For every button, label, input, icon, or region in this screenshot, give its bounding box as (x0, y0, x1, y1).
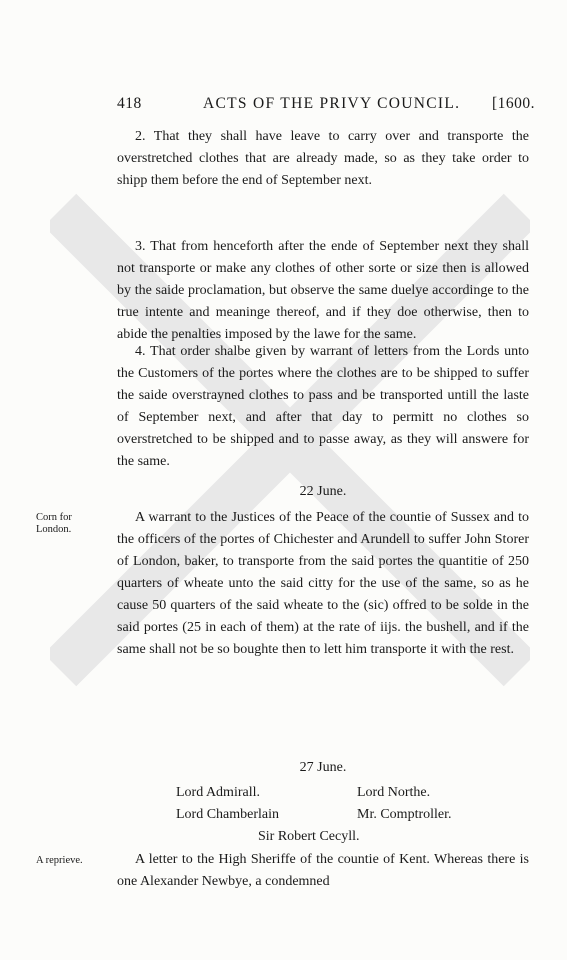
paragraph-2 (117, 126, 529, 192)
margin-note-line: Corn for (36, 512, 72, 523)
margin-note-reprieve: A reprieve. (36, 855, 83, 866)
paragraph-3 (117, 236, 529, 346)
margin-note-line: London. (36, 524, 72, 535)
page-number: 418 (117, 95, 142, 112)
paragraph-text: 2. That they shall have leave to carry over and transporte the overstretched clothes that are already made, so as they take order to shipp them before the end of September next. (117, 129, 529, 188)
attendee: Lord Northe. (357, 785, 431, 800)
paragraph-letter (117, 849, 529, 893)
running-year: [1600. (491, 95, 535, 112)
attendee: Sir Robert Cecyll. (258, 829, 360, 844)
paragraph-4 (117, 341, 529, 473)
running-title: ACTS OF THE PRIVY COUNCIL. (203, 95, 461, 112)
meeting-date: 27 June. (299, 760, 347, 775)
running-header (117, 95, 535, 115)
paragraph-text: 4. That order shalbe given by warrant of letters from the Lords unto the Customers of the portes where the clothes are to be shipped to suffer the saide overstrayned clothes to pass and be transported untill the laste of September next, and after that day to permitt no clothes so overstretched to be shipped and to passe away, as they will answere for the same. (117, 344, 529, 469)
paragraph-text: 3. That from henceforth after the ende of September next they shall not transporte or make any clothes of other sorte or size then is allowed by the saide proclamation, but observe the same duelye accordinge to the true intente and meaninge thereof, and if they doe otherwise, then to abide the penalties imposed by the lawe for the same. (117, 239, 529, 342)
margin-note-corn (36, 512, 72, 536)
entry-date: 22 June. (299, 484, 347, 499)
attendee: Lord Admirall. (176, 785, 260, 800)
attendee: Mr. Comptroller. (357, 807, 452, 822)
attendee: Lord Chamberlain (176, 807, 280, 822)
paragraph-text: A warrant to the Justices of the Peace of the countie of Sussex and to the officers of the portes of Chichester and Arundell to suffer John Storer of London, baker, to transporte from the said portes the quantitie of 250 quarters of wheate unto the said citty for the use of the same, so as he cause 50 quarters of the said wheate to the (sic) offred to be solde in the said portes (25 in each of them) at the rate of iijs. the bushell, and if the same shall not be so boughte then to lett him transporte it with the rest. (117, 510, 529, 657)
paragraph-text: A letter to the High Sheriffe of the countie of Kent. Whereas there is one Alexander Newbye, a condemned (117, 852, 529, 889)
paragraph-warrant (117, 507, 529, 661)
